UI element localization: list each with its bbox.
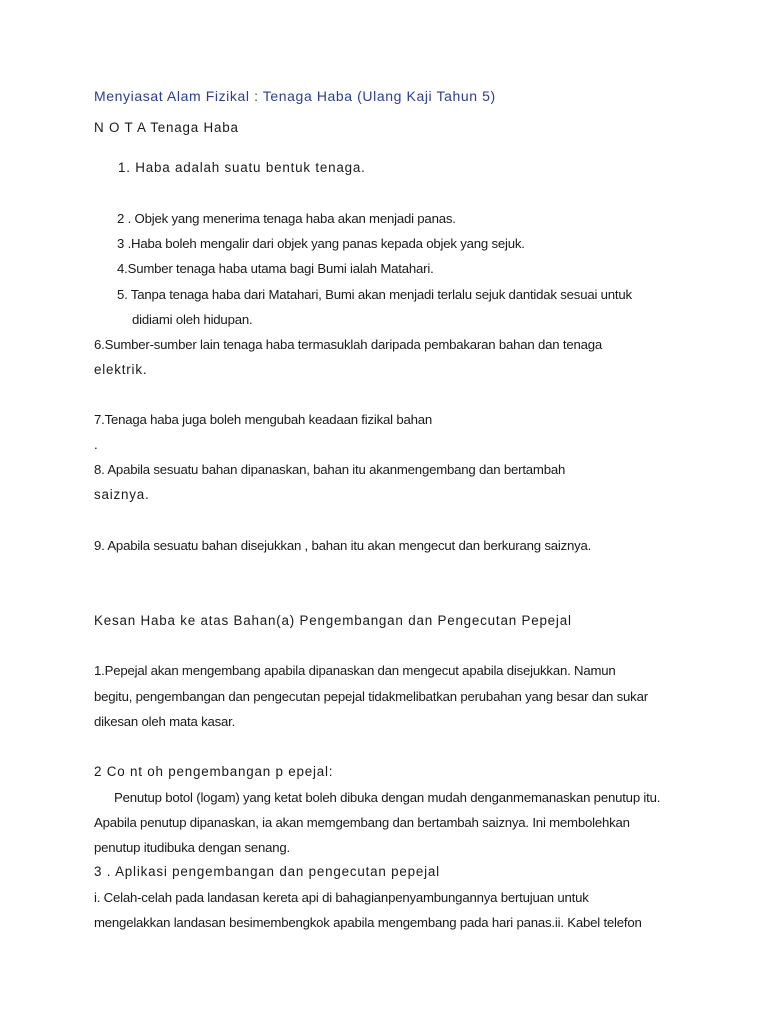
application-para-1: i. Celah-celah pada landasan kereta api di bahagianpenyambungannya bertujuan untuk: [94, 890, 589, 905]
note-line-7-dot: .: [94, 437, 98, 452]
note-line-7: 7.Tenaga haba juga boleh mengubah keadaan fizikal bahan: [94, 412, 433, 427]
note-line-5: 5. Tanpa tenaga haba dari Matahari, Bumi akan menjadi terlalu sejuk dantidak sesuai untuk: [117, 287, 632, 302]
section-heading: Kesan Haba ke atas Bahan(a) Pengembangan dan Pengecutan Pepejal: [94, 613, 572, 628]
note-line-2: 2 . Objek yang menerima tenaga haba akan menjadi panas.: [117, 211, 456, 226]
section-para-1: 1.Pepejal akan mengembang apabila dipanaskan dan mengecut apabila disejukkan. Namun: [94, 663, 616, 678]
section-para-1b: begitu, pengembangan dan pengecutan pepejal tidakmelibatkan perubahan yang besar dan sukar: [94, 689, 648, 704]
example-para-1: Penutup botol (logam) yang ketat boleh dibuka dengan mudah denganmemanaskan penutup itu.: [114, 790, 661, 805]
note-line-5-cont: didiami oleh hidupan.: [132, 312, 253, 327]
note-line-8-cont: saiznya.: [94, 487, 150, 502]
document-title: Menyiasat Alam Fizikal : Tenaga Haba (Ulang Kaji Tahun 5): [94, 88, 496, 104]
section-para-1c: dikesan oleh mata kasar.: [94, 714, 236, 729]
example-para-3: penutup itudibuka dengan senang.: [94, 840, 290, 855]
application-heading: 3 . Aplikasi pengembangan dan pengecutan pepejal: [94, 864, 440, 879]
note-line-4: 4.Sumber tenaga haba utama bagi Bumi ialah Matahari.: [117, 261, 434, 276]
example-heading: 2 Co nt oh pengembangan p epejal:: [94, 764, 334, 779]
note-line-1: 1. Haba adalah suatu bentuk tenaga.: [118, 160, 366, 175]
nota-heading: N O T A Tenaga Haba: [94, 120, 239, 135]
note-line-8: 8. Apabila sesuatu bahan dipanaskan, bahan itu akanmengembang dan bertambah: [94, 462, 566, 477]
note-line-9: 9. Apabila sesuatu bahan disejukkan , bahan itu akan mengecut dan berkurang saiznya.: [94, 538, 592, 553]
note-line-6: 6.Sumber-sumber lain tenaga haba termasuklah daripada pembakaran bahan dan tenaga: [94, 337, 602, 352]
example-para-2: Apabila penutup dipanaskan, ia akan memgembang dan bertambah saiznya. Ini membolehkan: [94, 815, 630, 830]
note-line-3: 3 .Haba boleh mengalir dari objek yang panas kepada objek yang sejuk.: [117, 236, 525, 251]
note-line-6-cont: elektrik.: [94, 362, 148, 377]
application-para-2: mengelakkan landasan besimembengkok apabila mengembang pada hari panas.ii. Kabel telefon: [94, 915, 642, 930]
